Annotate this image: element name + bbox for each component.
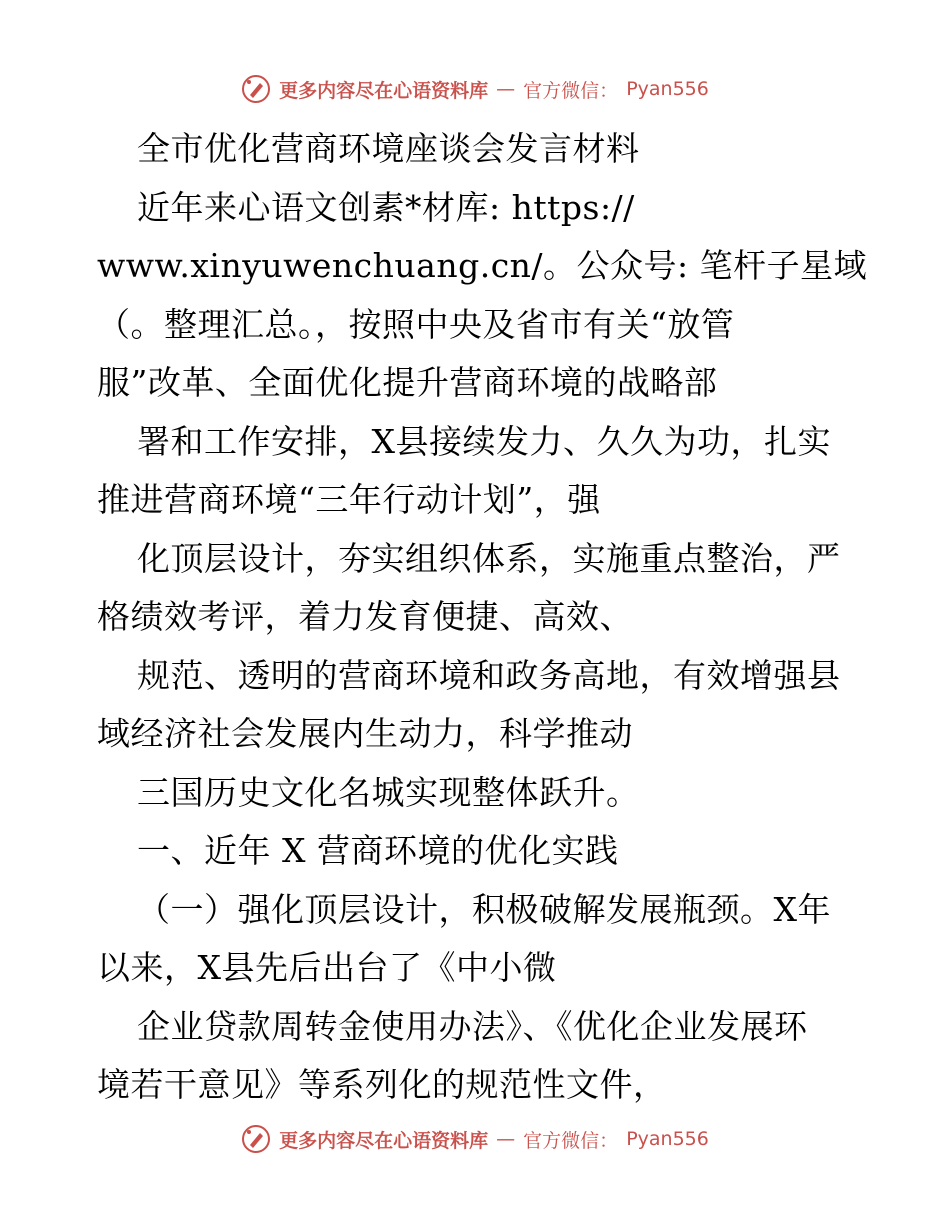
footer-watermark — [0, 1124, 950, 1154]
watermark-wechat-id: Pyan556 — [626, 78, 709, 100]
paragraph-line: 格绩效考评，着力发育便捷、高效、 — [97, 597, 633, 636]
header-watermark — [0, 74, 950, 104]
paragraph-line: 服”改革、全面优化提升营商环境的战略部 — [97, 363, 718, 402]
paragraph-line: 域经济社会发展内生动力，科学推动 — [97, 714, 633, 753]
subsection-line: （一）强化顶层设计，积极破解发展瓶颈。X年 — [137, 889, 831, 929]
paragraph-line: 近年来心语文创素*材库: https:// — [137, 187, 635, 227]
paragraph-line: 化顶层设计，夯实组织体系，实施重点整治，严 — [137, 538, 841, 578]
pen-circle-logo-icon — [241, 1124, 271, 1154]
paragraph-line: www.xinyuwenchuang.cn/。公众号: 笔杆子星域 — [97, 246, 868, 285]
section-heading: 一、近年 X 营商环境的优化实践 — [137, 831, 619, 870]
watermark-wechat-label: 官方微信： — [523, 1129, 619, 1152]
paragraph-line: 三国历史文化名城实现整体跃升。 — [137, 772, 640, 812]
paragraph-line: 以来，X县先后出台了《中小微 — [97, 948, 557, 987]
watermark-site-text: 更多内容尽在心语资料库 — [279, 1129, 489, 1152]
paragraph-line: （。整理汇总。，按照中央及省市有关“放管 — [97, 304, 735, 344]
watermark-dash: — — [496, 78, 516, 100]
watermark-wechat-id: Pyan556 — [626, 1128, 709, 1150]
paragraph-line: 境若干意见》等系列化的规范性文件， — [97, 1065, 667, 1104]
watermark-dash: — — [496, 1128, 516, 1150]
paragraph-line: 推进营商环境“三年行动计划”，强 — [97, 480, 601, 519]
document-title: 全市优化营商环境座谈会发言材料 — [137, 129, 640, 168]
document-body — [97, 120, 868, 1115]
paragraph-line: 企业贷款周转金使用办法》、《优化企业发展环 — [137, 1006, 808, 1046]
watermark-site-text: 更多内容尽在心语资料库 — [279, 79, 489, 102]
pen-circle-logo-icon — [241, 74, 271, 104]
paragraph-line: 署和工作安排，X县接续发力、久久为功，扎实 — [137, 421, 831, 461]
watermark-wechat-label: 官方微信： — [523, 79, 619, 102]
paragraph-line: 规范、透明的营商环境和政务高地，有效增强县 — [137, 655, 841, 695]
